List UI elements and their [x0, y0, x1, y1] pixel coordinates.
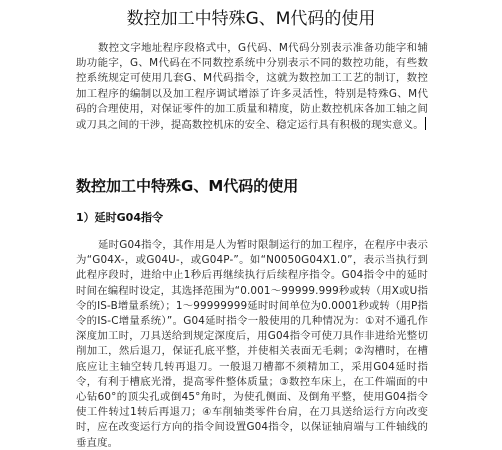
intro-paragraph [76, 41, 428, 133]
document-title: 数控加工中特殊G、M代码的使用 [126, 9, 376, 29]
intro-text: 数控文字地址程序段格式中，G代码、M代码分别表示准备功能字和辅助功能字，G、M代码在不同数控系统中分别表示不同的数控功能，有些数控系统规定可使用几套G、M代码指令，这就为数控加工工艺的制订，数控加工程序的编制以及加工程序调试增添了许多灵活性，特别是特殊G、M代码的合理使用，对保证零件的加工质量和精度，防止数控机床各加工轴之间或刀具之间的干涉，提高数控机床的安全、稳定运行具有积极的现实意义。 [76, 42, 428, 132]
subsection-heading: 1）延时G04指令 [76, 211, 163, 224]
text-cursor [425, 117, 426, 130]
body-paragraph: 延时G04指令，其作用是人为暂时限制运行的加工程序，在程序中表示为“G04X-，或G04U-，或G04P-”。如“N0050G04X1.0”，表示当执行到此程序段时，进给中止1秒后再继续执行后续程序指令。G04指令中的延时时间在编程时设定，其选择范围为“0.001～99999.999秒或转（用X或U指令的IS-B增量系统）；1～99999999延时时间单位为0.0001秒或转（用P指令的IS-C增量系统）”。G04延时指令一般使用的几种情况为：①对不通孔作深度加工时，刀具送给到规定深度后，用G04指令可使刀具作非进给光整切削加工，然后退刀，保证孔底平整，并使相关表面无毛刺；②沟槽时，在槽底应让主轴空转几转再退刀。一般退刀槽都不须精加工，采用G04延时指令，有利于槽底光滑，提高零件整体质量；③数控车床上，在工件端面的中心钻60°的顶尖孔或倒45°角时，为使孔侧面、及倒角平整，使用G04指令使工件转过1转后再退刀；④车削轴类零件台肩，在刀具送给运行方向改变时，应在改变运行方向的指令间设置G04指令，以保证轴肩端与工件轴线的垂直度。 [76, 239, 428, 449]
section-heading: 数控加工中特殊G、M代码的使用 [76, 177, 299, 195]
